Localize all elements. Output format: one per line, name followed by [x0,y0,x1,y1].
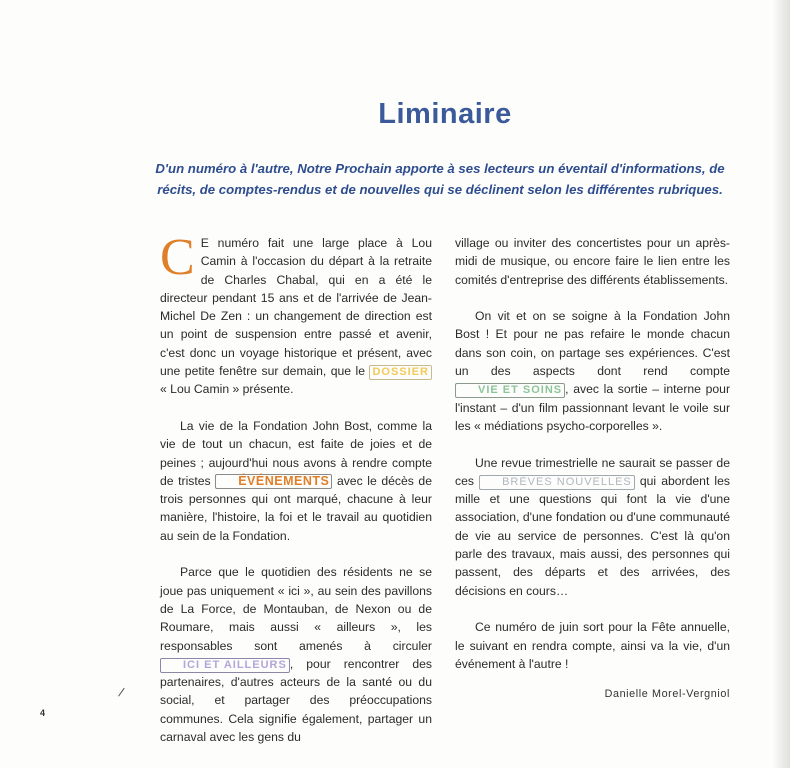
rubric-tag-vie-soins: VIE ET SOINS [455,383,565,398]
paragraph-closing [455,618,730,673]
page-number: 4 [40,708,46,718]
paragraph-text: qui abordent les mille et une questions qui font la vie d'une association, d'une fondation ou d'une communauté de vie au service de personnes. C'est là qu'on parle des travaux, mais aussi, des personnes qui passent, des départs et des arrivées, des décisions en cours… [455,473,730,598]
paragraph-text: La vie de la Fondation John Bost, comme la vie de tout un chacun, est faite de joies et de peines ; aujourd'hui nous avons à rendre compte de tristes [160,418,432,488]
paragraph-continuation [455,234,730,289]
paragraph-text: E numéro fait une large place à Lou Camin à l'occasion du départ à la retraite de Charles Chabal, qui en a été le directeur pendant 15 ans et de l'arrivée de Jean-Michel De Zen : un changement de direction est un point de suspension entre passé et avenir, c'est donc un voyage historique et présent, avec une petite fenêtre sur demain, que le [160,236,432,379]
intro-paragraph: D'un numéro à l'autre, Notre Prochain apporte à ses lecteurs un éventail d'informations, de récits, de comptes-rendus et de nouvelles qui se déclinent selon les différentes rubriques. [155,161,725,197]
rubric-tag-dossier: DOSSIER [369,365,432,380]
page-title: Liminaire [378,98,512,130]
rubric-tag-breves-nouvelles: BRÈVES NOUVELLES [479,475,635,490]
right-column [455,234,730,704]
paragraph-text: avec le décès de trois personnes qui ont marqué, chacune à leur manière, l'histoire, la foi et le travail au quotidien au sein de la Fondation. [160,473,432,543]
author-signature: Danielle Morel-Vergniol [604,688,730,701]
paragraph-text: , pour rencontrer des partenaires, d'autres acteurs de la santé ou du social, et partager des préoccupations communes. Cela signifie également, partager un carnaval avec les gens du [160,656,432,745]
paragraph-breves [455,454,730,600]
left-column [160,229,432,765]
paragraph-text: Une revue trimestrielle ne saurait se passer de ces [455,455,730,488]
rubric-tag-evenements: ÉVÉNEMENTS [215,474,332,489]
paragraph-evenements [160,417,432,545]
paragraph-text: Ce numéro de juin sort pour la Fête annuelle, le suivant en rendra compte, ainsi va la vie, d'un événement à l'autre ! [455,620,730,671]
pen-mark [118,688,133,703]
paragraph-text: village ou inviter des concertistes pour un après-midi de musique, ou encore faire le lien entre les comités d'entreprise des différents établissements. [455,236,730,287]
paragraph-vie-soins [455,307,730,435]
paragraph-ici-ailleurs [160,563,432,746]
paragraph-text: Parce que le quotidien des résidents ne se joue pas uniquement « ici », au sein des pavillons de La Force, de Montauban, de Nexon ou de Roumare, mais aussi « ailleurs », les responsables sont amenés à circuler [160,565,432,653]
paragraph-text: On vit et on se soigne à la Fondation John Bost ! Et pour ne pas refaire le monde chacun dans son coin, on partage ses expériences. C'est un des aspects dont rend compte [455,309,730,379]
dropcap-letter: C [160,229,195,286]
paragraph-text: « Lou Camin » présente. [160,382,294,397]
paragraph-text: , avec la sortie – interne pour l'instant – d'un film passionnant levant le voile sur les « médiations psycho-corporelles ». [455,382,730,433]
paragraph-dossier [160,229,432,399]
rubric-tag-ici-ailleurs: ICI ET AILLEURS [160,658,290,673]
